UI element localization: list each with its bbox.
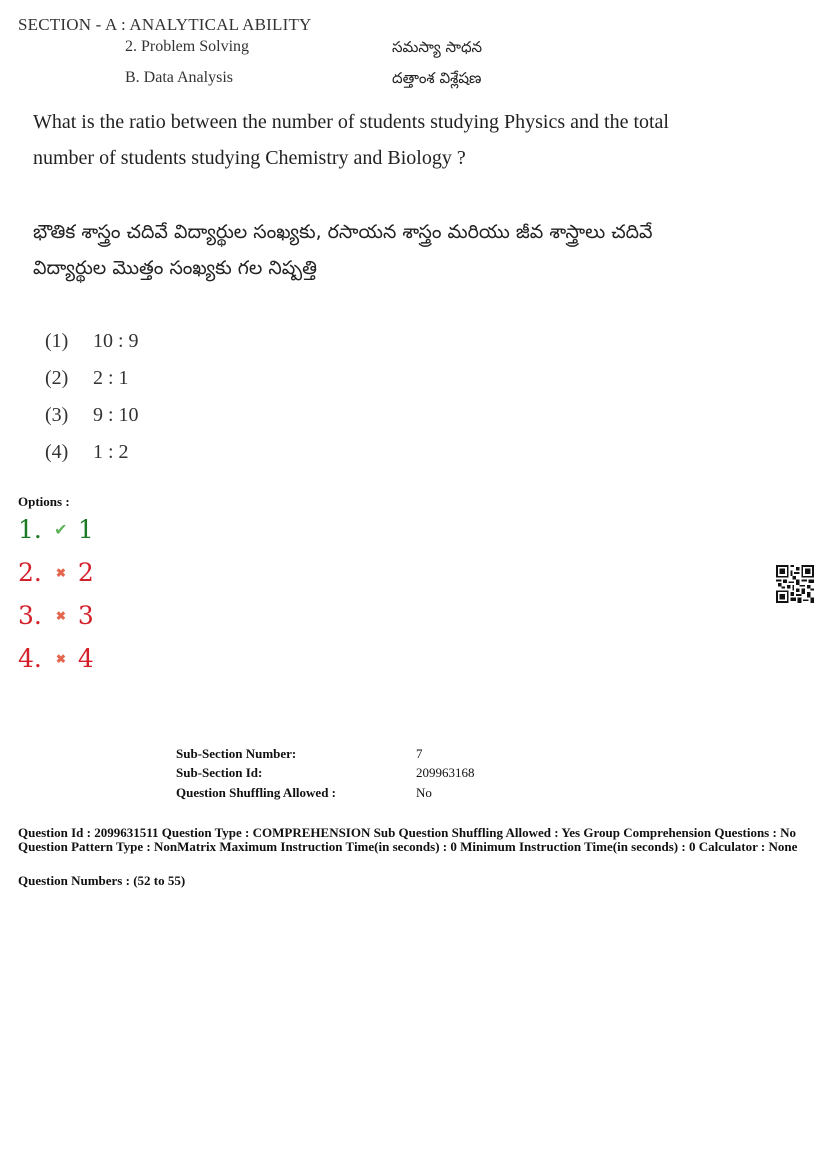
choice-3 xyxy=(45,404,139,427)
question-line-en-1: What is the ratio between the number of students studying Physics and the total xyxy=(33,111,669,133)
question-numbers: Question Numbers : (52 to 55) xyxy=(18,873,186,888)
option-index: 3. xyxy=(18,601,42,630)
choice-2 xyxy=(45,367,129,390)
choice-number: (3) xyxy=(45,404,69,426)
choice-1 xyxy=(45,330,139,353)
subsection-id-value: 209963168 xyxy=(416,765,475,780)
subsection-id-label: Sub-Section Id: xyxy=(176,765,263,780)
options-label: Options : xyxy=(18,494,70,509)
option-4-wrong xyxy=(18,644,94,673)
subsection-title-te: సమస్యా సాధన xyxy=(392,38,483,56)
question-line-en-2: number of students studying Chemistry and Biology ? xyxy=(33,147,466,169)
topic-title-en: B. Data Analysis xyxy=(125,69,233,86)
option-value: 1 xyxy=(77,515,94,544)
question-shuffling-label: Question Shuffling Allowed : xyxy=(176,785,337,800)
option-index: 4. xyxy=(18,644,42,673)
subsection-title-en: 2. Problem Solving xyxy=(125,38,250,55)
check-icon: ✔ xyxy=(54,520,68,539)
choice-value: 1 : 2 xyxy=(93,441,129,463)
choice-value: 2 : 1 xyxy=(93,367,129,389)
cross-icon: ✖ xyxy=(55,608,66,623)
subsection-number-label: Sub-Section Number: xyxy=(176,746,297,761)
option-value: 3 xyxy=(77,601,94,630)
question-shuffling-value: No xyxy=(416,785,432,800)
question-meta-info: Question Id : 2099631511 Question Type : COMPREHENSION Sub Question Shuffling Allowed : Yes Group Comprehension Questions : No Question Pattern Type : NonMatrix Maximum Instruction Time(in seconds) : 0 Minimum Instruction Time(in seconds) : 0 Calculator : None xyxy=(18,825,798,854)
cross-icon: ✖ xyxy=(55,565,66,580)
cross-icon: ✖ xyxy=(55,651,66,666)
option-value: 2 xyxy=(77,558,94,587)
choice-4 xyxy=(45,441,129,464)
option-1-correct xyxy=(18,515,94,544)
section-title: SECTION - A : ANALYTICAL ABILITY xyxy=(18,15,312,34)
choice-number: (2) xyxy=(45,367,69,389)
choice-number: (1) xyxy=(45,330,69,352)
question-text-te xyxy=(33,214,753,286)
option-index: 1. xyxy=(18,515,42,544)
topic-title-te: దత్తాంశ విశ్లేషణ xyxy=(392,69,482,87)
subsection-number-value: 7 xyxy=(416,746,423,761)
choice-value: 9 : 10 xyxy=(93,404,139,426)
option-value: 4 xyxy=(77,644,94,673)
qr-code-icon xyxy=(776,565,814,603)
option-2-wrong xyxy=(18,558,94,587)
question-line-te-1: భౌతిక శాస్త్రం చదివే విద్యార్థుల సంఖ్యకు, రసాయన శాస్త్రం మరియు జీవ శాస్త్రాలు చదివే xyxy=(33,221,653,243)
option-index: 2. xyxy=(18,558,42,587)
choice-number: (4) xyxy=(45,441,69,463)
choice-value: 10 : 9 xyxy=(93,330,139,352)
option-3-wrong xyxy=(18,601,94,630)
question-text-en xyxy=(33,104,753,176)
question-line-te-2: విద్యార్థుల మొత్తం సంఖ్యకు గల నిష్పత్తి xyxy=(33,257,318,279)
